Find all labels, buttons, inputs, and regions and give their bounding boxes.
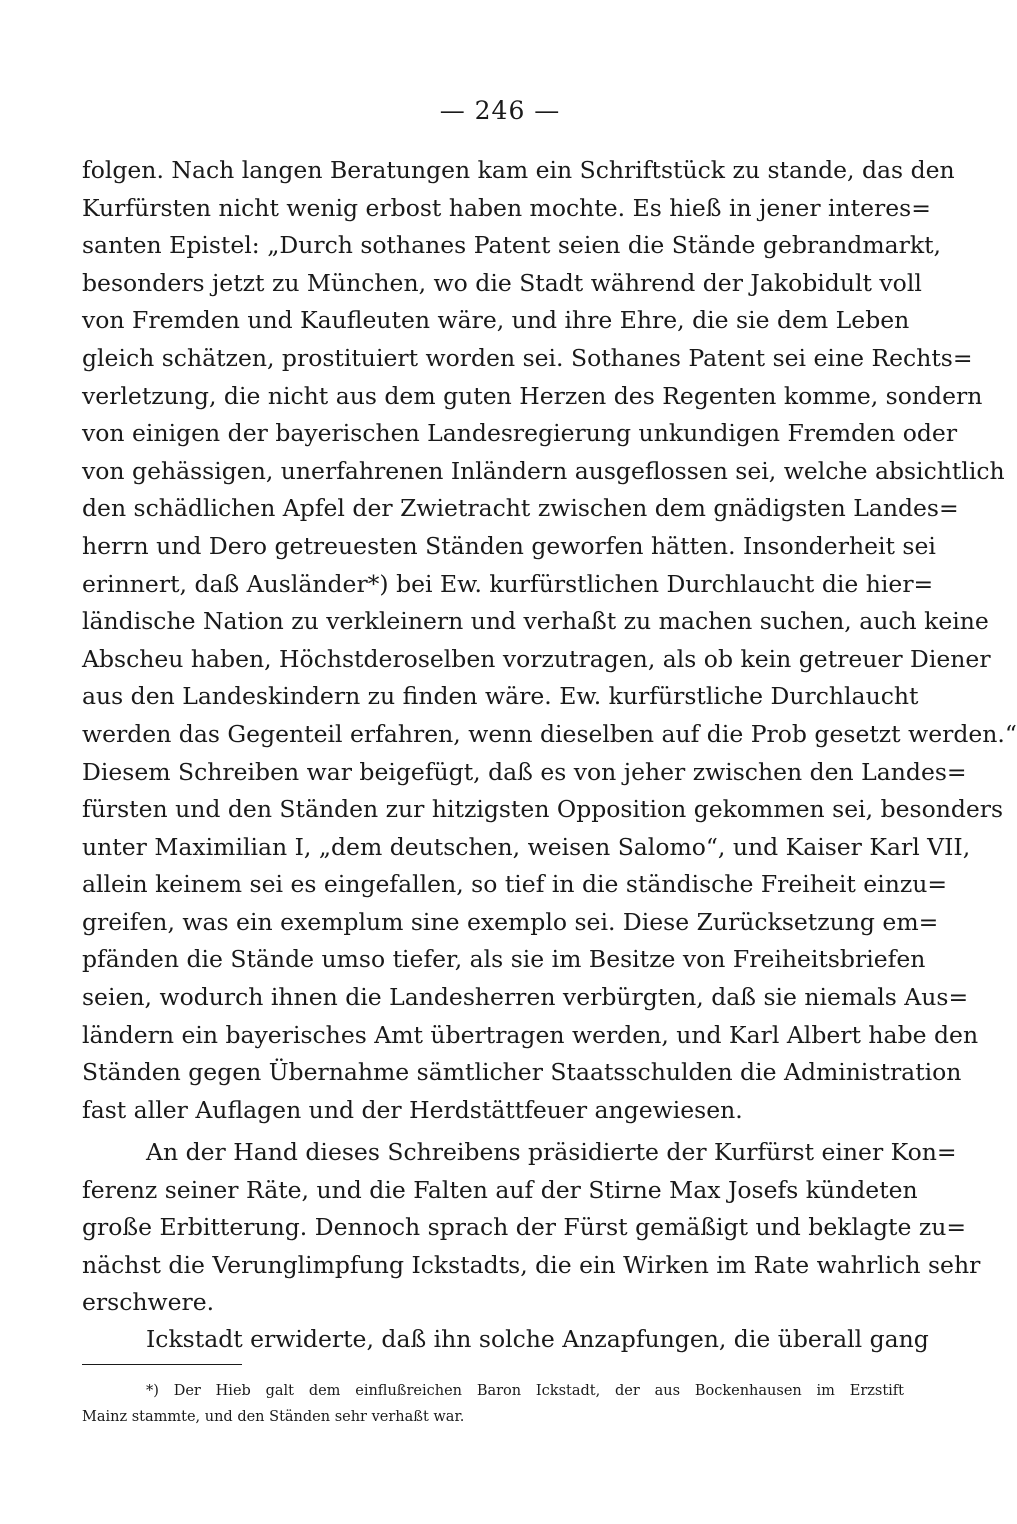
text-line: den schädlichen Apfel der Zwietracht zwischen dem gnädigsten Landes= bbox=[82, 494, 959, 523]
text-line: santen Epistel: „Durch sothanes Patent seien die Stände gebrandmarkt, bbox=[82, 231, 942, 260]
text-line: verletzung, die nicht aus dem guten Herzen des Regenten komme, sondern bbox=[82, 381, 983, 410]
page-number: — 246 — bbox=[439, 96, 561, 125]
footnote-line: *) Der Hieb galt dem einflußreichen Baron Ickstadt, der aus Bockenhausen im Erzstift bbox=[146, 1383, 904, 1399]
paragraph-2 bbox=[82, 1134, 981, 1322]
text-line: fürsten und den Ständen zur hitzigsten Opposition gekommen sei, besonders bbox=[82, 795, 1004, 824]
text-line: greifen, was ein exemplum sine exemplo sei. Diese Zurücksetzung em= bbox=[82, 907, 939, 936]
text-line: von einigen der bayerischen Landesregierung unkundigen Fremden oder bbox=[82, 419, 958, 448]
text-line: fast aller Auflagen und der Herdstättfeuer angewiesen. bbox=[82, 1095, 743, 1124]
text-line: erinnert, daß Ausländer*) bei Ew. kurfürstlichen Durchlaucht die hier= bbox=[82, 569, 934, 598]
text-line: pfänden die Stände umso tiefer, als sie im Besitze von Freiheitsbriefen bbox=[82, 945, 926, 974]
text-line: aus den Landeskindern zu finden wäre. Ew. kurfürstliche Durchlaucht bbox=[82, 682, 919, 711]
text-line: An der Hand dieses Schreibens präsidierte der Kurfürst einer Kon= bbox=[146, 1138, 957, 1166]
text-line: seien, wodurch ihnen die Landesherren verbürgten, daß sie niemals Aus= bbox=[82, 983, 969, 1012]
text-line: erschwere. bbox=[82, 1288, 215, 1317]
text-line: Kurfürsten nicht wenig erbost haben mochte. Es hieß in jener interes= bbox=[82, 193, 931, 222]
footnote-divider bbox=[82, 1364, 242, 1365]
text-line: gleich schätzen, prostituiert worden sei. Sothanes Patent sei eine Rechts= bbox=[82, 343, 973, 372]
text-line: große Erbitterung. Dennoch sprach der Fürst gemäßigt und beklagte zu= bbox=[82, 1213, 967, 1242]
text-line: von Fremden und Kaufleuten wäre, und ihre Ehre, die sie dem Leben bbox=[82, 306, 910, 335]
text-line: Diesem Schreiben war beigefügt, daß es von jeher zwischen den Landes= bbox=[82, 757, 967, 786]
paragraph-3 bbox=[82, 1321, 929, 1359]
text-line: allein keinem sei es eingefallen, so tief in die ständische Freiheit einzu= bbox=[82, 870, 948, 899]
text-line: besonders jetzt zu München, wo die Stadt während der Jakobidult voll bbox=[82, 268, 922, 297]
footnote-line: Mainz stammte, und den Ständen sehr verhaßt war. bbox=[82, 1409, 465, 1425]
text-line: Ickstadt erwiderte, daß ihn solche Anzapfungen, die überall gang bbox=[146, 1325, 929, 1353]
text-line: werden das Gegenteil erfahren, wenn dieselben auf die Prob gesetzt werden.“ bbox=[82, 719, 1017, 748]
text-line: von gehässigen, unerfahrenen Inländern ausgeflossen sei, welche absichtlich bbox=[82, 456, 1005, 485]
text-line: ländische Nation zu verkleinern und verhaßt zu machen suchen, auch keine bbox=[82, 607, 989, 636]
text-line: unter Maximilian I, „dem deutschen, weisen Salomo“, und Kaiser Karl VII, bbox=[82, 832, 971, 861]
text-line: ferenz seiner Räte, und die Falten auf der Stirne Max Josefs kündeten bbox=[82, 1175, 918, 1204]
text-line: ländern ein bayerisches Amt übertragen werden, und Karl Albert habe den bbox=[82, 1020, 979, 1049]
text-line: Abscheu haben, Höchstderoselben vorzutragen, als ob kein getreuer Diener bbox=[82, 644, 991, 673]
footnote bbox=[82, 1378, 904, 1430]
text-line: nächst die Verunglimpfung Ickstadts, die ein Wirken im Rate wahrlich sehr bbox=[82, 1250, 981, 1279]
text-line: Ständen gegen Übernahme sämtlicher Staatsschulden die Administration bbox=[82, 1058, 962, 1087]
paragraph-1 bbox=[82, 152, 1017, 1129]
text-line: herrn und Dero getreuesten Ständen geworfen hätten. Insonderheit sei bbox=[82, 531, 936, 560]
text-line: folgen. Nach langen Beratungen kam ein Schriftstück zu stande, das den bbox=[82, 156, 955, 184]
